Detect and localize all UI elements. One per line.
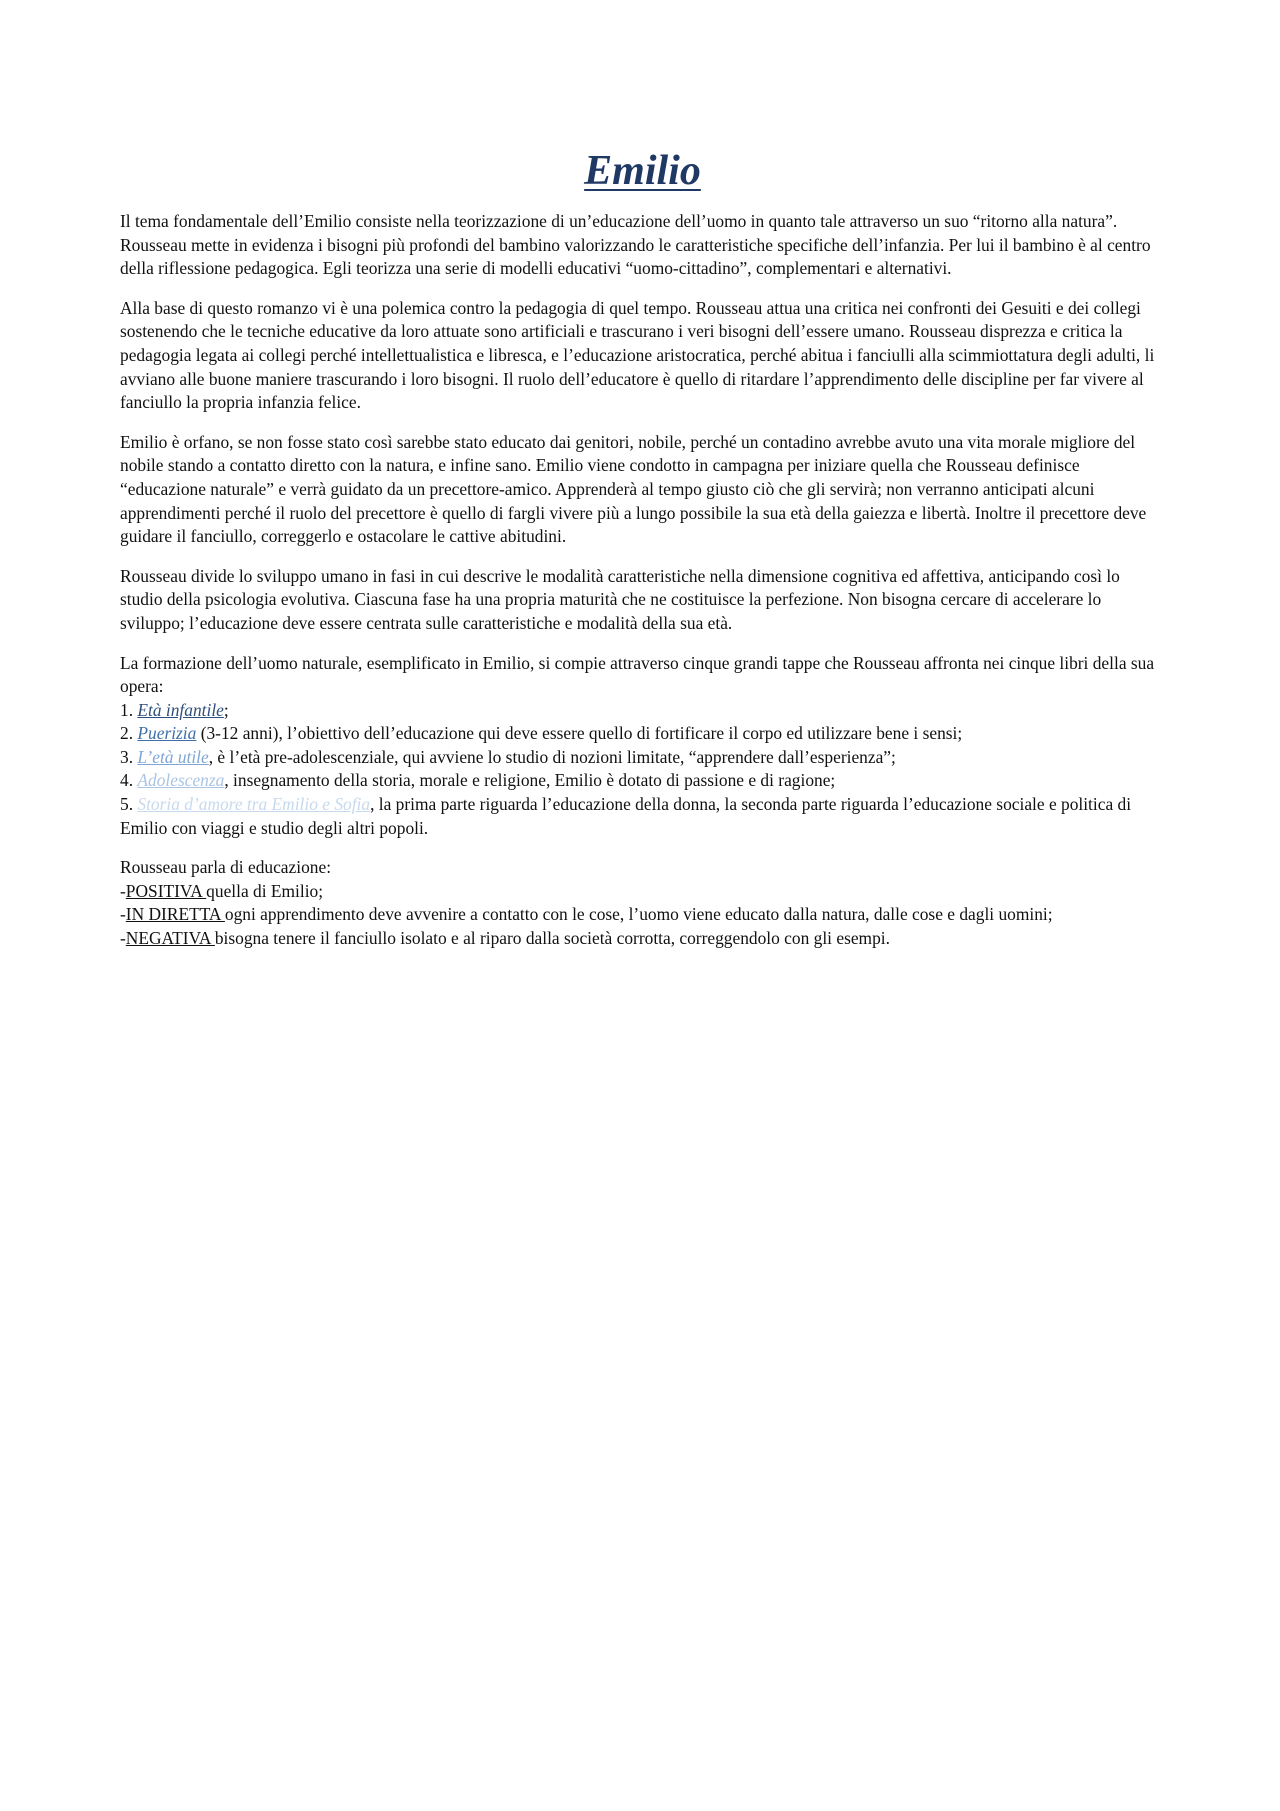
education-dash: - [120, 880, 126, 901]
education-term-negativa: NEGATIVA [125, 928, 215, 949]
education-type-item [120, 927, 1165, 951]
education-dash: - [120, 904, 126, 925]
stages-section [120, 652, 1165, 841]
education-term-positiva: POSITIVA [125, 880, 207, 901]
stage-link-eta-utile[interactable]: L’età utile [137, 746, 209, 767]
stage-text: , insegnamento della storia, morale e religione, Emilio è dotato di passione e di ragione; [224, 770, 836, 791]
stage-number: 5. [120, 794, 134, 815]
stage-item [120, 699, 1165, 723]
stage-link-eta-infantile[interactable]: Età infantile [137, 699, 224, 720]
stage-number: 3. [120, 746, 134, 767]
stages-intro: La formazione dell’uomo naturale, esemplificato in Emilio, si compie attraverso cinque grandi tappe che Rousseau affronta nei cinque libri della sua opera: [120, 652, 1155, 697]
stage-item [120, 793, 1165, 840]
paragraph-emilio-orphan: Emilio è orfano, se non fosse stato così sarebbe stato educato dai genitori, nobile, perché un contadino avrebbe avuto una vita morale migliore del nobile stando a contatto diretto con la natura, e infine sano. Emilio viene condotto in campagna per iniziare quella che Rousseau definisce “educazione naturale” e verrà guidato da un precettore-amico. Apprenderà al tempo giusto ciò che gli servirà; non verranno anticipati alcuni apprendimenti perché il ruolo del precettore è quello di fargli vivere più a lungo possibile la sua età della gaiezza e libertà. Inoltre il precettore deve guidare il fanciullo, correggerlo e ostacolare le cattive abitudini. [120, 431, 1147, 547]
stage-number: 2. [120, 723, 134, 744]
paragraph-development-phases: Rousseau divide lo sviluppo umano in fasi in cui descrive le modalità caratteristiche nella dimensione cognitiva ed affettiva, anticipando così lo studio della psicologia evolutiva. Ciascuna fase ha una propria maturità che ne costituisce la perfezione. Non bisogna cercare di accelerare lo sviluppo; l’educazione deve essere centrata sulle caratteristiche e modalità della sua età. [120, 565, 1120, 633]
stage-item [120, 769, 1165, 793]
stage-text: (3-12 anni), l’obiettivo dell’educazione qui deve essere quello di fortificare il corpo ed utilizzare bene i sensi; [196, 723, 963, 744]
document-title: Emilio [584, 148, 701, 194]
education-type-item [120, 903, 1165, 927]
stage-text: ; [223, 699, 229, 720]
paragraph-intro: Il tema fondamentale dell’Emilio consiste nella teorizzazione di un’educazione dell’uomo in quanto tale attraverso un suo “ritorno alla natura”. Rousseau mette in evidenza i bisogni più profondi del bambino valorizzando le caratteristiche specifiche dell’infanzia. Per lui il bambino è al centro della riflessione pedagogica. Egli teorizza una serie di modelli educativi “uomo-cittadino”, complementari e alternativi. [120, 211, 1151, 279]
education-section [120, 856, 1165, 950]
education-dash: - [120, 928, 126, 949]
stage-item [120, 746, 1165, 770]
stage-link-adolescenza[interactable]: Adolescenza [137, 770, 225, 791]
stage-text: , è l’età pre-adolescenziale, qui avviene lo studio di nozioni limitate, “apprendere dall’esperienza”; [208, 746, 896, 767]
education-type-item [120, 880, 1165, 904]
education-type-text: bisogna tenere il fanciullo isolato e al riparo dalla società corrotta, correggendolo con gli esempi. [214, 928, 890, 949]
education-type-text: quella di Emilio; [206, 880, 324, 901]
stage-link-storia-amore[interactable]: Storia d’amore tra Emilio e Sofia [137, 794, 371, 815]
education-type-text: ogni apprendimento deve avvenire a contatto con le cose, l’uomo viene educato dalla natura, dalle cose e dagli uomini; [224, 904, 1053, 925]
stage-number: 1. [120, 699, 134, 720]
stage-item [120, 722, 1165, 746]
stage-link-puerizia[interactable]: Puerizia [137, 723, 197, 744]
document-body [120, 145, 1165, 967]
stage-text: , la prima parte riguarda l’educazione della donna, la seconda parte riguarda l’educazione sociale e politica di Emilio con viaggi e studio degli altri popoli. [120, 794, 1132, 838]
paragraph-polemic: Alla base di questo romanzo vi è una polemica contro la pedagogia di quel tempo. Rousseau attua una critica nei confronti dei Gesuiti e dei collegi sostenendo che le tecniche educative da loro attuate sono artificiali e trascurano i veri bisogni dell’essere umano. Rousseau disprezza e critica la pedagogia legata ai collegi perché intellettualistica e libresca, e l’educazione aristocratica, perché abitua i fanciulli alla scimmiottatura degli adulti, li avviano alle buone maniere trascurando i loro bisogni. Il ruolo dell’educatore è quello di ritardare l’apprendimento delle discipline per far vivere al fanciullo la propria infanzia felice. [120, 297, 1155, 413]
stage-number: 4. [120, 770, 134, 791]
education-term-indiretta: IN DIRETTA [125, 904, 225, 925]
education-intro: Rousseau parla di educazione: [120, 857, 332, 878]
